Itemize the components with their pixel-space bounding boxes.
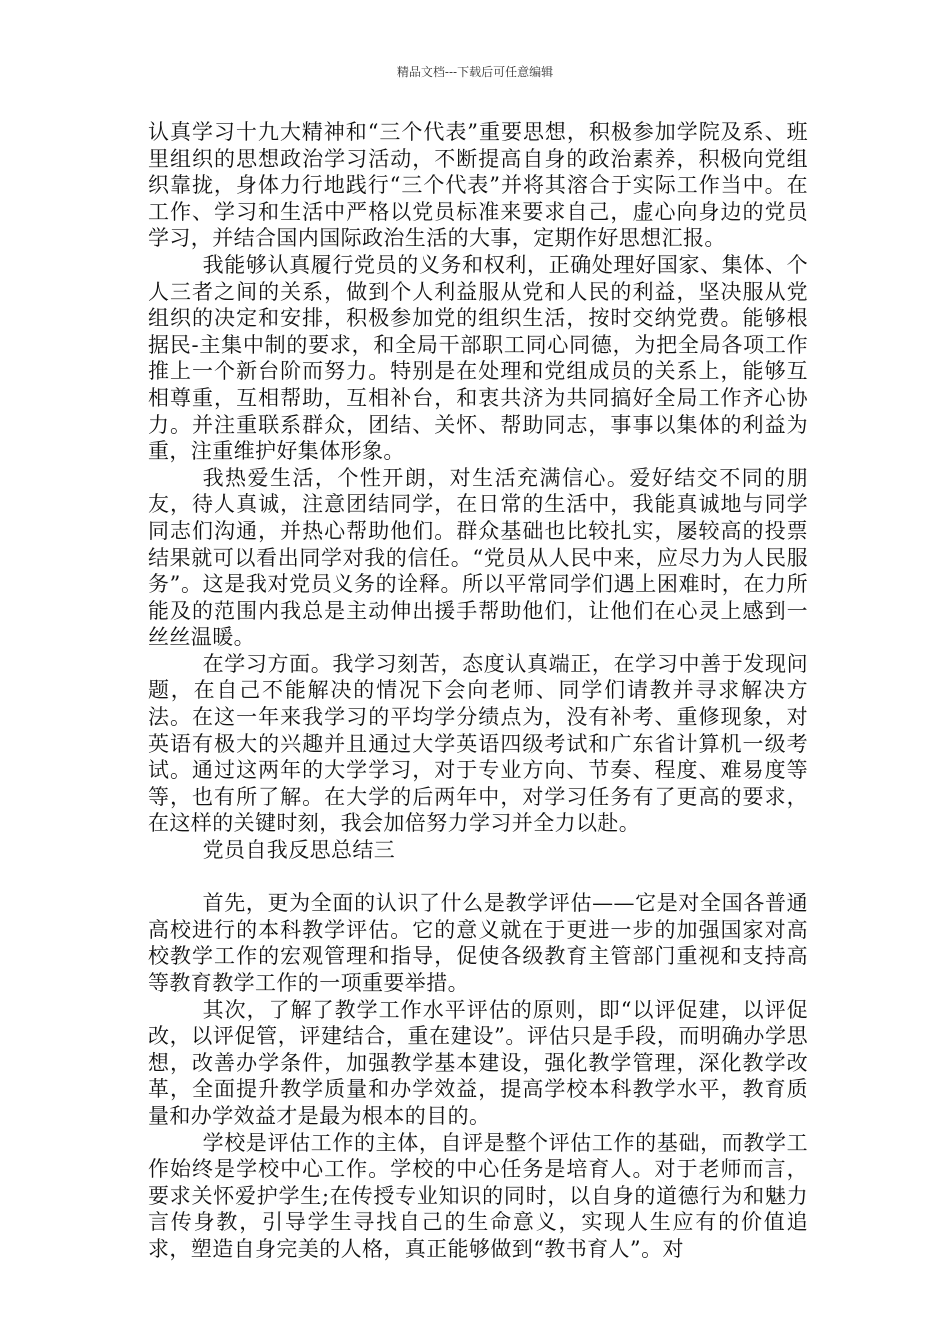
paragraph-1: 认真学习十九大精神和“三个代表”重要思想，积极参加学院及系、班里组织的思想政治学习活动，不断提高自身的政治素养，积极向党组织靠拢，身体力行地践行“三个代表”并将其溶合于实际工作当中。在工作、学习和生活中严格以党员标准来要求自己，虚心向身边的党员学习，并结合国内国际政治生活的大事，定期作好思想汇报。 bbox=[148, 120, 808, 251]
paragraph-4: 在学习方面。我学习刻苦，态度认真端正，在学习中善于发现问题，在自己不能解决的情况下会向老师、同学们请教并寻求解决方法。在这一年来我学习的平均学分绩点为，没有补考、重修现象，对英语有极大的兴趣并且通过大学英语四级考试和广东省计算机一级考试。通过这两年的大学学习，对于专业方向、节奏、程度、难易度等等，也有所了解。在大学的后两年中，对学习任务有了更高的要求，在这样的关键时刻，我会加倍努力学习并全力以赴。 bbox=[148, 651, 808, 836]
paragraph-7: 学校是评估工作的主体，自评是整个评估工作的基础，而教学工作始终是学校中心工作。学校的中心任务是培育人。对于老师而言，要求关怀爱护学生;在传授专业知识的同时，以自身的道德行为和魅力言传身教，引导学生寻找自己的生命意义，实现人生应有的价值追求，塑造自身完美的人格，真正能够做到“教书育人”。对 bbox=[148, 1130, 808, 1261]
blank-line bbox=[148, 864, 808, 891]
section-title: 党员自我反思总结三 bbox=[202, 838, 396, 863]
paragraph-5: 首先，更为全面的认识了什么是教学评估——它是对全国各普通高校进行的本科教学评估。它的意义就在于更进一步的加强国家对高校教学工作的宏观管理和指导，促使各级教育主管部门重视和支持高等教育教学工作的一项重要举措。 bbox=[148, 891, 808, 995]
page-header: 精品文档---下载后可任意编辑 bbox=[396, 65, 554, 79]
paragraph-3: 我热爱生活，个性开朗，对生活充满信心。爱好结交不同的朋友，待人真诚，注意团结同学，在日常的生活中，我能真诚地与同学同志们沟通，并热心帮助他们。群众基础也比较扎实，屡较高的投票结果就可以看出同学对我的信任。“党员从人民中来，应尽力为人民服务”。这是我对党员义务的诠释。所以平常同学们遇上困难时，在力所能及的范围内我总是主动伸出援手帮助他们，让他们在心灵上感到一丝丝温暖。 bbox=[148, 465, 808, 650]
document-body bbox=[148, 119, 808, 1263]
paragraph-6: 其次，了解了教学工作水平评估的原则，即“以评促建，以评促改，以评促管，评建结合，重在建设”。评估只是手段，而明确办学思想，改善办学条件，加强教学基本建设，强化教学管理，深化教学改革，全面提升教学质量和办学效益，提高学校本科教学水平，教育质量和办学效益才是最为根本的目的。 bbox=[148, 997, 808, 1128]
paragraph-2: 我能够认真履行党员的义务和权利，正确处理好国家、集体、个人三者之间的关系，做到个人利益服从党和人民的利益，坚决服从党组织的决定和安排，积极参加党的组织生活，按时交纳党费。能够根据民-主集中制的要求，和全局干部职工同心同德，为把全局各项工作推上一个新台阶而努力。特别是在处理和党组成员的关系上，能够互相尊重，互相帮助，互相补台，和衷共济为共同搞好全局工作齐心协力。并注重联系群众，团结、关怀、帮助同志，事事以集体的利益为重，注重维护好集体形象。 bbox=[148, 252, 808, 464]
